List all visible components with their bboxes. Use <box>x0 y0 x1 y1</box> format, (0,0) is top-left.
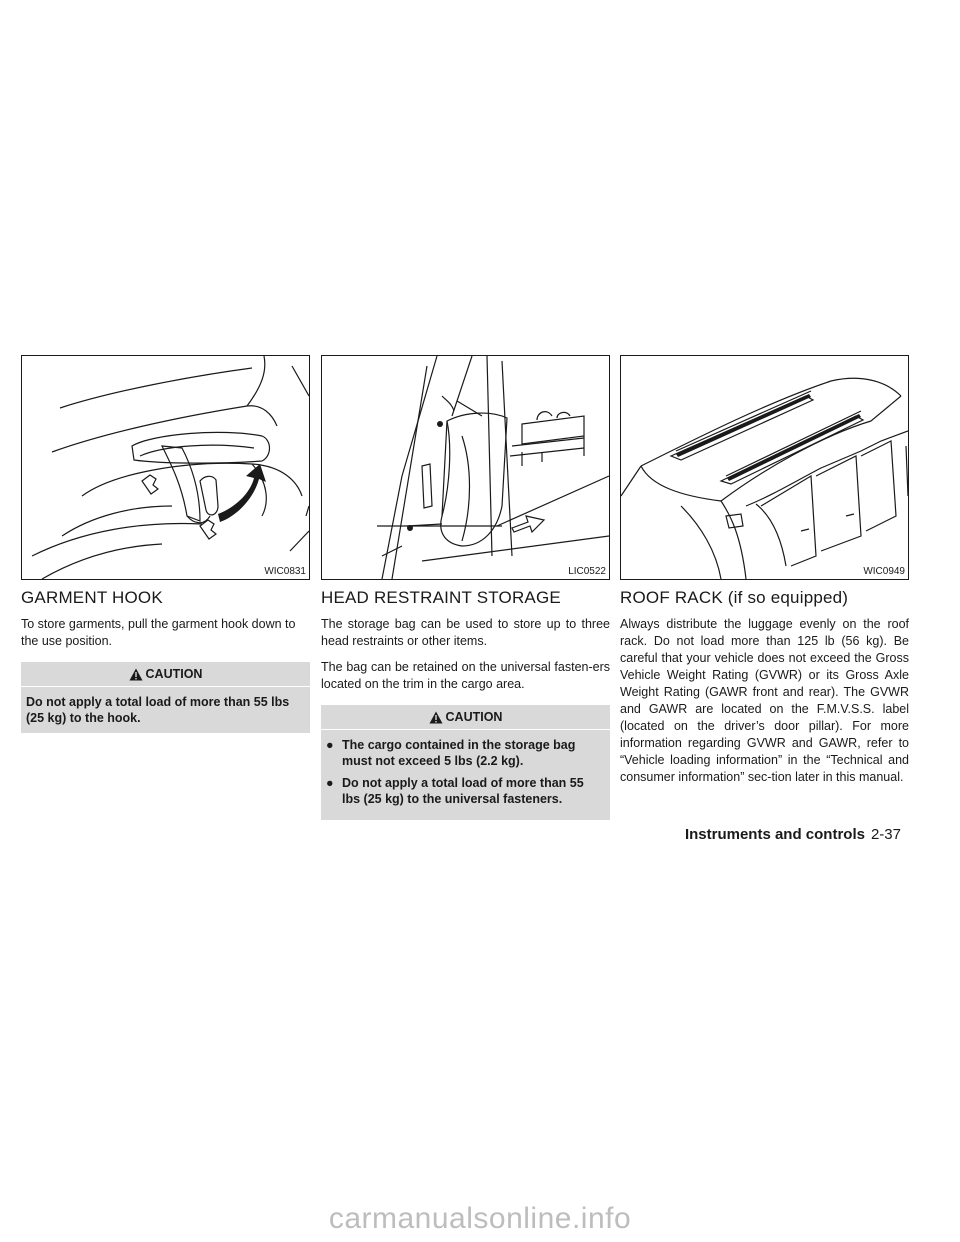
section-heading: ROOF RACK (if so equipped) <box>620 588 849 607</box>
caution-header <box>321 705 610 730</box>
page-footer <box>685 826 901 843</box>
caution-text: Do not apply a total load of more than 55 lbs (25 kg) to the hook. <box>26 695 290 725</box>
head-restraint-column <box>321 355 610 820</box>
section-heading: HEAD RESTRAINT STORAGE <box>321 588 561 607</box>
warning-icon <box>129 668 143 681</box>
caution-box <box>21 662 310 733</box>
roof-rack-column <box>620 355 909 795</box>
page-number: 2-37 <box>870 826 901 843</box>
roof-rack-illustration <box>621 356 908 579</box>
body-paragraph: The storage bag can be used to store up to three head restraints or other items. <box>321 617 610 648</box>
caution-item-text: The cargo contained in the storage bag must not exceed 5 lbs (2.2 kg). <box>342 738 576 768</box>
head-restraint-figure <box>321 355 610 580</box>
section-name: Instruments and controls <box>684 826 865 843</box>
caution-box <box>321 705 610 820</box>
body-paragraph: Always distribute the luggage evenly on the roof rack. Do not load more than 125 lb (56 kg). Be careful that your vehicle does not exceed the Gross Vehicle Weight Rating (GVWR) or its Gross Axle Weight Rating (GAWR front and rear). The GVWR and GAWR are located on the F.M.V.S.S. label (located on the driver’s door pillar). For more information regarding GVWR and GAWR, refer to “Vehicle loading information” in the “Technical and consumer information” sec-tion later in this manual. <box>620 617 909 784</box>
body-paragraph: The bag can be retained on the universal fasten-ers located on the trim in the cargo area. <box>321 660 610 691</box>
figure-code: WIC0831 <box>264 566 306 577</box>
figure-code: WIC0949 <box>863 566 905 577</box>
garment-hook-column <box>21 355 310 733</box>
body-paragraph: To store garments, pull the garment hook down to the use position. <box>21 617 296 648</box>
caution-item-text: Do not apply a total load of more than 55 lbs (25 kg) to the universal fasteners. <box>342 776 584 806</box>
caution-item <box>326 775 605 807</box>
warning-icon <box>429 711 443 724</box>
bullet: ● <box>326 738 334 752</box>
head-restraint-illustration <box>322 356 609 579</box>
caution-list <box>321 730 610 807</box>
caution-title: CAUTION <box>445 710 503 724</box>
watermark-text: carmanualsonline.info <box>328 1202 632 1235</box>
roof-rack-figure <box>620 355 909 580</box>
caution-item <box>326 737 605 769</box>
caution-header <box>21 662 310 687</box>
figure-code: LIC0522 <box>568 566 606 577</box>
caution-title: CAUTION <box>145 667 203 681</box>
garment-hook-illustration <box>22 356 309 579</box>
garment-hook-figure <box>21 355 310 580</box>
section-heading: GARMENT HOOK <box>21 588 163 607</box>
bullet: ● <box>326 776 334 790</box>
